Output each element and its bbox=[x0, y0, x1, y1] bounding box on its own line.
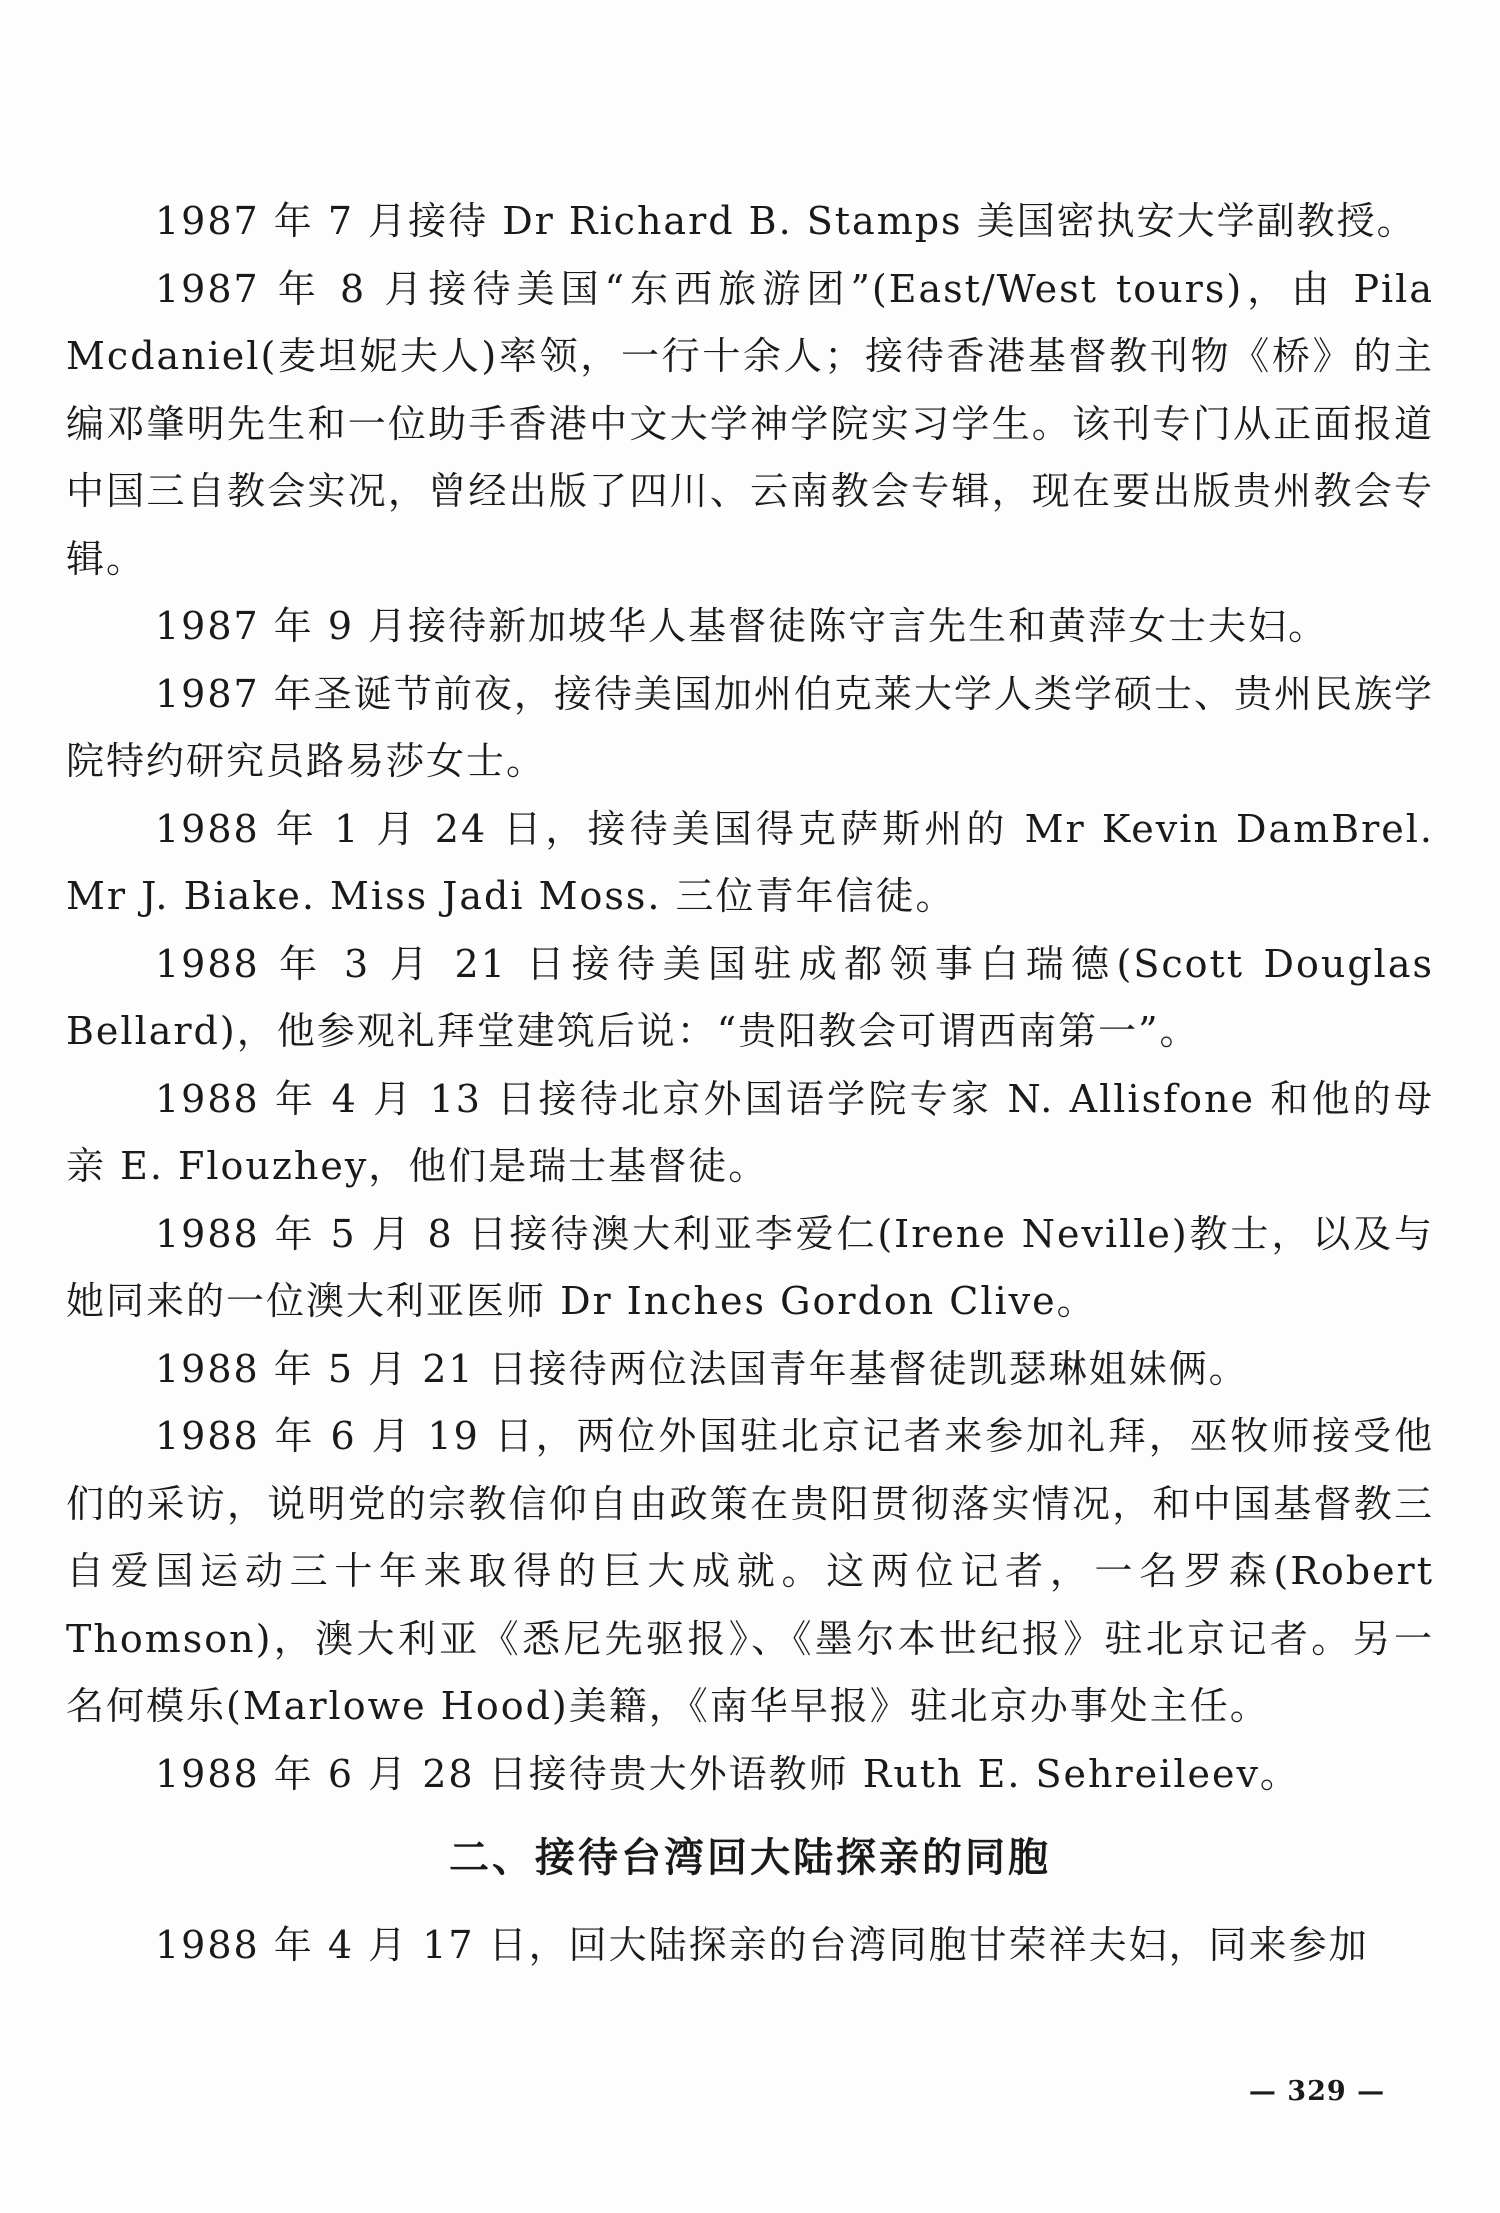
paragraph-journalists: 1988 年 6 月 19 日，两位外国驻北京记者来参加礼拜，巫牧师接受他们的采访，说明党的宗教信仰自由政策在贵阳贯彻落实情况，和中国基督教三自爱国运动三十年来取得的巨大成就。这两位记者，一名罗森(Robert Thomson)，澳大利亚《悉尼先驱报》、《墨尔本世纪报》驻北京记者。另一名何模乐(Marlowe Hood)美籍，《南华早报》驻北京办事处主任。 bbox=[66, 1414, 1434, 1728]
paragraph-swiss: 1988 年 4 月 13 日接待北京外国语学院专家 N. Allisfone 和他的母亲 E. Flouzhey，他们是瑞士基督徒。 bbox=[66, 1076, 1434, 1188]
paragraph-east-west-tours: 1987 年 8 月接待美国“东西旅游团”(East/West tours)，由 Pila Mcdaniel(麦坦妮夫人)率领，一行十余人；接待香港基督教刊物《桥》的主编邓肇明先生和一位助手香港中文大学神学院实习学生。该刊专门从正面报道中国三自教会实况，曾经出版了四川、云南教会专辑，现在要出版贵州教会专辑。 bbox=[66, 266, 1434, 581]
paragraph-singapore: 1987 年 9 月接待新加坡华人基督徒陈守言先生和黄萍女士夫妇。 bbox=[155, 604, 1329, 648]
page-number: — 329 — bbox=[1248, 2076, 1386, 2107]
paragraph-teacher: 1988 年 6 月 28 日接待贵大外语教师 Ruth E. Sehreileev。 bbox=[155, 1751, 1300, 1796]
body-text bbox=[66, 188, 1434, 1980]
paragraph-stamps: 1987 年 7 月接待 Dr Richard B. Stamps 美国密执安大学副教授。 bbox=[155, 199, 1417, 243]
paragraph-christmas-eve: 1987 年圣诞节前夜，接待美国加州伯克莱大学人类学硕士、贵州民族学院特约研究员路易莎女士。 bbox=[66, 671, 1434, 783]
paragraph-taiwan: 1988 年 4 月 17 日，回大陆探亲的台湾同胞甘荣祥夫妇，同来参加 bbox=[155, 1923, 1369, 1967]
section-heading: 二、接待台湾回大陆探亲的同胞 bbox=[449, 1835, 1051, 1881]
paragraph-france: 1988 年 5 月 21 日接待两位法国青年基督徒凯瑟琳姐妹俩。 bbox=[155, 1346, 1249, 1391]
paragraph-australia: 1988 年 5 月 8 日接待澳大利亚李爱仁(Irene Neville)教士，以及与她同来的一位澳大利亚医师 Dr Inches Gordon Clive。 bbox=[66, 1211, 1434, 1323]
paragraph-consul: 1988 年 3 月 21 日接待美国驻成都领事白瑞德(Scott Douglas Bellard)，他参观礼拜堂建筑后说：“贵阳教会可谓西南第一”。 bbox=[66, 941, 1434, 1053]
paragraph-texas: 1988 年 1 月 24 日，接待美国得克萨斯州的 Mr Kevin DamBrel. Mr J. Biake. Miss Jadi Moss. 三位青年信徒。 bbox=[66, 806, 1434, 918]
